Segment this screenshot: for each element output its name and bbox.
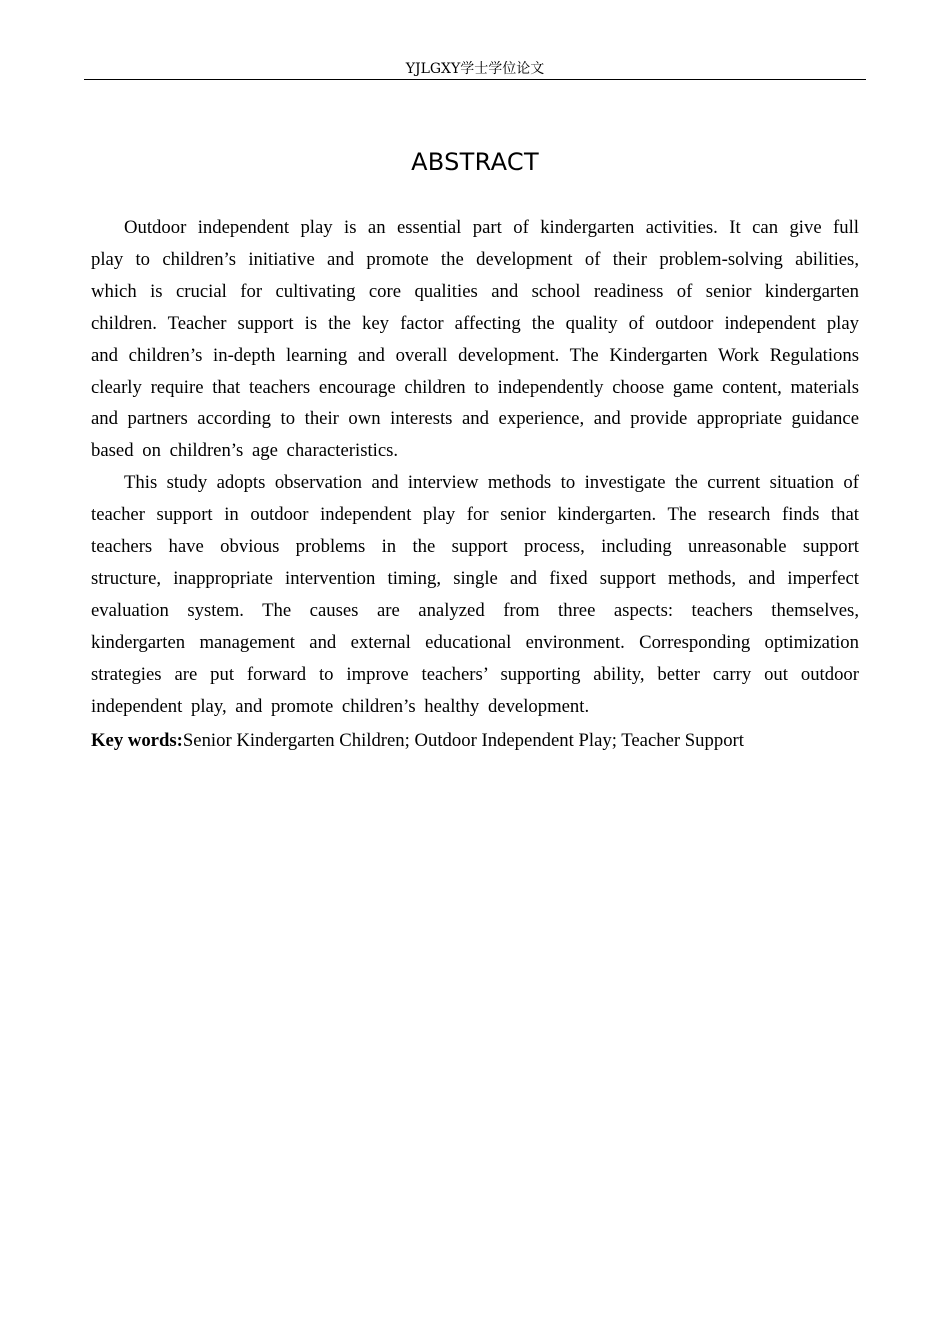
header-rule bbox=[84, 79, 866, 80]
keywords-label: Key words: bbox=[91, 729, 183, 751]
abstract-paragraph-1: Outdoor independent play is an essential part of kindergarten activities. It can give full play to children’s initiative and promote the development of their problem-solving abilities, which is crucial for cultivating core qualities and school readiness of senior kindergarten children. Teacher support is the key factor affecting the quality of outdoor independent play and children’s in-depth learning and overall development. The Kindergarten Work Regulations clearly require that teachers encourage children to independently choose game content, materials and partners according to their own interests and experience, and provide appropriate guidance based on children’s age characteristics. bbox=[91, 217, 859, 462]
abstract-title: ABSTRACT bbox=[411, 148, 539, 176]
abstract-paragraph-2: This study adopts observation and interview methods to investigate the current situation of teacher support in outdoor independent play for senior kindergarten. The research finds that teachers have obvious problems in the support process, including unreasonable support structure, inappropriate intervention timing, single and fixed support methods, and imperfect evaluation system. The causes are analyzed from three aspects: teachers themselves, kindergarten management and external educational environment. Corresponding optimization strategies are put forward to improve teachers’ supporting ability, better carry out outdoor independent play, and promote children’s healthy development. bbox=[91, 472, 859, 717]
abstract-body bbox=[91, 212, 859, 756]
keywords-text: Senior Kindergarten Children; Outdoor Independent Play; Teacher Support bbox=[182, 729, 744, 751]
keywords-line bbox=[91, 725, 859, 757]
running-header: YJLGXY学士学位论文 bbox=[405, 61, 545, 77]
